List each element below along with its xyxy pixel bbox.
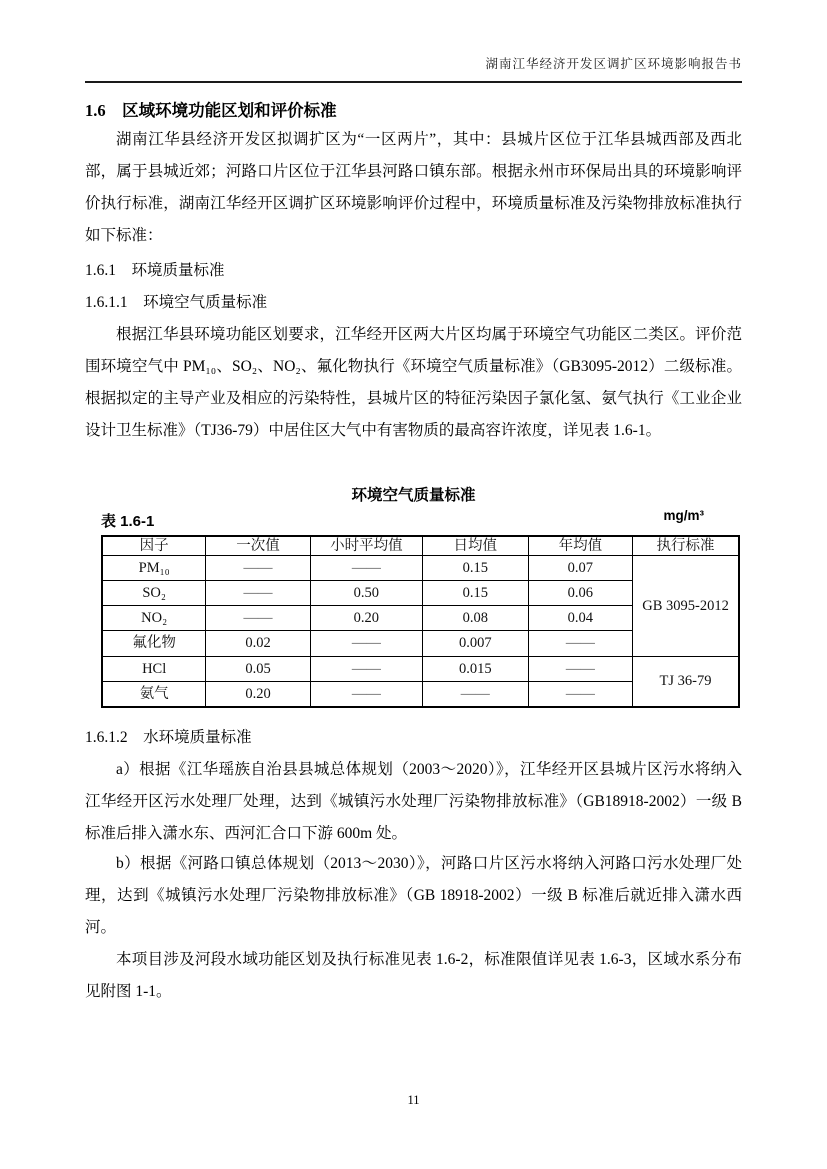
value-cell: 0.02 [206,631,310,656]
heading-1-6-1-2: 1.6.1.2 水环境质量标准 [85,729,252,746]
value-cell: 0.07 [528,556,632,581]
col-header-annual: 年均值 [528,536,632,556]
table-header-row [102,536,739,556]
table-label: 表 1.6-1 [101,513,155,530]
value-cell: 0.08 [422,606,528,631]
value-cell: 0.20 [310,606,422,631]
value-cell: —— [310,631,422,656]
standard-cell: GB 3095-2012 [633,556,739,657]
heading-1-6-1-1: 1.6.1.1 环境空气质量标准 [85,294,268,311]
col-header-hourly: 小时平均值 [310,536,422,556]
factor-cell: 氨气 [102,681,206,707]
value-cell: —— [422,681,528,707]
table-caption-row [101,508,740,534]
factor-cell: PM₁₀ [102,556,206,581]
page-number: 11 [407,1093,420,1107]
col-header-daily: 日均值 [422,536,528,556]
value-cell: 0.15 [422,581,528,606]
value-cell: —— [528,681,632,707]
value-cell: —— [310,656,422,681]
value-cell: —— [528,631,632,656]
col-header-factor: 因子 [102,536,206,556]
intro-paragraph: 湖南江华县经济开发区拟调扩区为“一区两片”，其中：县城片区位于江华县城西部及西北部，属于县城近郊；河路口片区位于江华县河路口镇东部。根据永州市环保局出具的环境影响评价执行标准，湖南江华经开区调扩区环境影响评价过程中，环境质量标准及污染物排放标准执行如下标准： [85,131,742,244]
section-heading-1-6: 1.6 区域环境功能区划和评价标准 [85,101,337,120]
factor-cell: HCl [102,656,206,681]
value-cell: 0.04 [528,606,632,631]
col-header-standard: 执行标准 [633,536,739,556]
value-cell: 0.05 [206,656,310,681]
value-cell: —— [206,556,310,581]
table-row [102,556,739,581]
table-title: 环境空气质量标准 [351,487,476,504]
water-paragraph-a: a）根据《江华瑶族自治县县城总体规划（2003～2020）》，江华经开区县城片区污水将纳入江华经开区污水处理厂处理，达到《城镇污水处理厂污染物排放标准》（GB18918-2002）一级 B 标准后排入潇水东、西河汇合口下游 600m 处。 [85,761,742,842]
value-cell: —— [206,606,310,631]
standard-cell: TJ 36-79 [633,656,739,707]
factor-cell: NO₂ [102,606,206,631]
value-cell: 0.20 [206,681,310,707]
header-rule [85,81,742,83]
value-cell: 0.015 [422,656,528,681]
heading-1-6-1: 1.6.1 环境质量标准 [85,262,225,279]
value-cell: 0.15 [422,556,528,581]
air-quality-standards-table [101,535,740,708]
value-cell: —— [528,656,632,681]
value-cell: 0.50 [310,581,422,606]
col-header-once: 一次值 [206,536,310,556]
value-cell: 0.007 [422,631,528,656]
page-header: 湖南江华经济开发区调扩区环境影响报告书 [485,57,742,71]
reference-paragraph: 本项目涉及河段水域功能区划及执行标准见表 1.6-2，标准限值详见表 1.6-3，区域水系分布见附图 1-1。 [85,951,742,1000]
value-cell: —— [206,581,310,606]
air-quality-paragraph: 根据江华县环境功能区划要求，江华经开区两大片区均属于环境空气功能区二类区。评价范围环境空气中 PM₁₀、SO₂、NO₂、氟化物执行《环境空气质量标准》（GB3095-2012）二级标准。根据拟定的主导产业及相应的污染特性，县城片区的特征污染因子氯化氢、氨气执行《工业企业设计卫生标准》（TJ36-79）中居住区大气中有害物质的最高容许浓度，详见表 1.6-1。 [85,326,742,439]
value-cell: 0.06 [528,581,632,606]
factor-cell: 氟化物 [102,631,206,656]
value-cell: —— [310,556,422,581]
table-row [102,656,739,681]
water-paragraph-b: b）根据《河路口镇总体规划（2013～2030）》，河路口片区污水将纳入河路口污水处理厂处理，达到《城镇污水处理厂污染物排放标准》（GB 18918-2002）一级 B 标准后就近排入潇水西河。 [85,855,742,936]
factor-cell: SO₂ [102,581,206,606]
value-cell: —— [310,681,422,707]
table-unit: mg/m³ [663,508,704,523]
